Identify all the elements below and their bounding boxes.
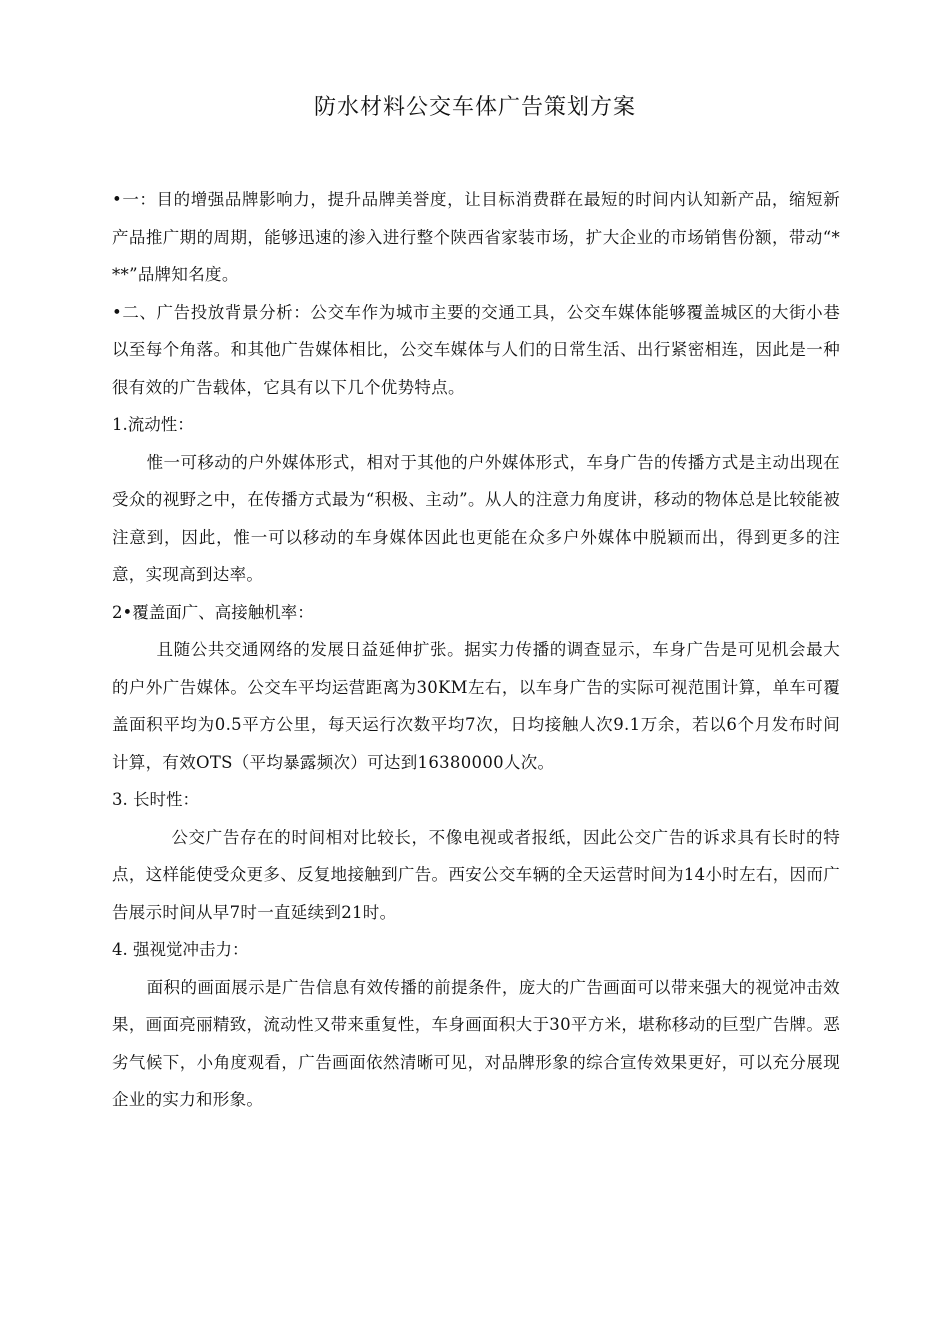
- paragraph-purpose: •一：目的增强品牌影响力，提升品牌美誉度，让目标消费群在最短的时间内认知新产品，缩短新产品推广期的周期，能够迅速的渗入进行整个陕西省家装市场，扩大企业的市场销售份额，带动“***”品牌知名度。: [112, 190, 840, 284]
- paragraph-mobility: 惟一可移动的户外媒体形式，相对于其他的户外媒体形式，车身广告的传播方式是主动出现在受众的视野之中，在传播方式最为“积极、主动”。从人的注意力角度讲，移动的物体总是比较能被注意到，因此，惟一可以移动的车身媒体因此也更能在众多户外媒体中脱颖而出，得到更多的注意，实现高到达率。: [112, 452, 840, 584]
- paragraph-visual-impact: 面积的画面展示是广告信息有效传播的前提条件，庞大的广告画面可以带来强大的视觉冲击效果，画面亮丽精致，流动性又带来重复性，车身画面积大于30平方米，堪称移动的巨型广告牌。恶劣气候下，小角度观看，广告画面依然清晰可见，对品牌形象的综合宣传效果更好，可以充分展现企业的实力和形象。: [112, 977, 840, 1109]
- section-heading-duration: 3. 长时性：: [112, 790, 199, 809]
- section-heading-coverage: 2•覆盖面广、高接触机率：: [112, 602, 314, 622]
- section-heading-mobility: 1.流动性：: [112, 415, 194, 434]
- paragraph-duration: 公交广告存在的时间相对比较长，不像电视或者报纸，因此公交广告的诉求具有长时的特点，这样能使受众更多、反复地接触到广告。西安公交车辆的全天运营时间为14小时左右，因而广告展示时间从早7时一直延续到21时。: [112, 827, 840, 922]
- paragraph-coverage: 且随公共交通网络的发展日益延伸扩张。据实力传播的调查显示，车身广告是可见机会最大的户外广告媒体。公交车平均运营距离为30KM左右，以车身广告的实际可视范围计算，单车可覆盖面积平均为0.5平方公里，每天运行次数平均7次，日均接触人次9.1万余，若以6个月发布时间计算，有效OTS（平均暴露频次）可达到16380000人次。: [112, 640, 840, 772]
- document-body: [112, 181, 840, 1119]
- section-heading-visual-impact: 4. 强视觉冲击力：: [112, 940, 249, 959]
- paragraph-background: •二、广告投放背景分析：公交车作为城市主要的交通工具，公交车媒体能够覆盖城区的大街小巷以至每个角落。和其他广告媒体相比，公交车媒体与人们的日常生活、出行紧密相连，因此是一种很有效的广告载体，它具有以下几个优势特点。: [112, 302, 840, 397]
- document-title: 防水材料公交车体广告策划方案: [313, 95, 636, 120]
